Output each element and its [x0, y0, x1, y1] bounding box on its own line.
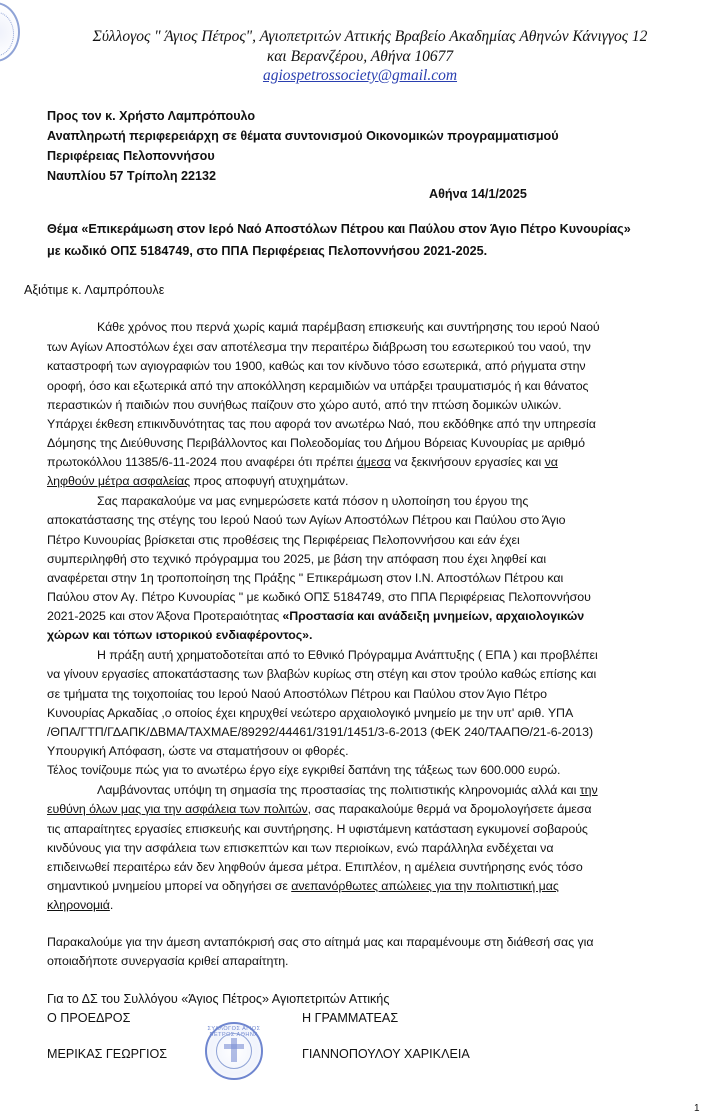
- body-line: [47, 474, 348, 488]
- body-line: σε τμήματα της τοιχοποιίας του Ιερού Ναού Αποστόλων Πέτρου και Παύλου στον Άγιο Πέτρο: [47, 687, 548, 701]
- underlined-text: ληφθούν μέτρα ασφαλείας: [47, 474, 190, 488]
- addressee-address: Ναυπλίου 57 Τρίπολη 22132: [47, 169, 217, 183]
- underlined-text: την: [579, 783, 598, 797]
- body-line: αποκατάστασης της στέγης του Ιερού Ναού των Αγίων Αποστόλων Πέτρου και Παύλου στο Άγιο: [47, 513, 566, 527]
- president-title: Ο ΠΡΟΕΔΡΟΣ: [47, 1011, 131, 1025]
- body-text: προς αποφυγή ατυχημάτων.: [190, 474, 349, 488]
- body-text: να ξεκινήσουν εργασίες και: [391, 455, 545, 469]
- body-line: καταστροφή των αγιογραφιών του 1900, καθώς και τον κίνδυνο τόσο εσωτερικά, από ρήγματα στην: [47, 359, 586, 373]
- body-line: [97, 783, 598, 797]
- addressee-title: Αναπληρωτή περιφερειάρχη σε θέματα συντονισμού Οικονομικών προγραμματισμού: [47, 129, 559, 143]
- addressee-region: Περιφέρειας Πελοποννήσου: [47, 149, 215, 163]
- body-line: [47, 802, 592, 816]
- body-line: συμπεριληφθή στο τεχνικό πρόγραμμα του 2025, με βάση την απόφαση που έχει ληφθεί και: [47, 552, 547, 566]
- body-line: χώρων και τόπων ιστορικού ενδιαφέροντος».: [47, 628, 313, 642]
- underlined-text: άμεσα: [356, 455, 392, 469]
- body-line: τις απαραίτητες εργασίες επισκευής και συντήρησης. Η υφιστάμενη κατάσταση εγκυμονεί σοβαρούς: [47, 822, 588, 836]
- body-line: Κυνουρίας Αρκαδίας ,ο οποίος έχει κηρυχθεί νεώτερο αρχαιολογικό μνημείο με την υπ' αριθ. ΥΠΑ: [47, 706, 574, 720]
- secretary-title: Η ΓΡΑΜΜΑΤΕΑΣ: [302, 1011, 399, 1025]
- body-line: Παρακαλούμε για την άμεση ανταπόκρισή σας στο αίτημά μας και παραμένουμε στη διάθεσή σας για: [47, 935, 594, 949]
- body-line: να γίνουν εργασίες αποκατάστασης των βλαβών κυρίως στη στέγη και στον τρούλο καθώς επίσης και: [47, 667, 597, 681]
- body-line: κινδύνους για την ασφάλεια των επισκεπτών και των περιοίκων, ενώ παράλληλα ενδέχεται να: [47, 841, 554, 855]
- stamp-cross: [231, 1038, 237, 1062]
- body-line: περαστικών ή παιδιών που συνήθως παίζουν στο χώρο αυτό, από την πτώση δομικών υλικών.: [47, 398, 562, 412]
- underlined-text: κληρονομιά: [47, 898, 110, 912]
- president-name: ΜΕΡΙΚΑΣ ΓΕΩΡΓΙΟΣ: [47, 1047, 168, 1061]
- page-number: 1: [694, 1103, 700, 1114]
- body-text: 2021-2025 και στον Άξονα Προτεραιότητας: [47, 609, 283, 623]
- body-text: , σας παρακαλούμε θερμά να δρομολογήσετε άμεσα: [307, 802, 592, 816]
- body-line: Κάθε χρόνος που περνά χωρίς καμιά παρέμβαση επισκευής και συντήρησης του ιερού Ναού: [97, 320, 600, 334]
- body-line: Τέλος τονίζουμε πώς για το ανωτέρω έργο είχε εγκριθεί δαπάνη της τάξεως των 600.000 ευρώ.: [47, 763, 561, 777]
- secretary-name: ΓΙΑΝΝΟΠΟΥΛΟΥ ΧΑΡΙΚΛΕΙΑ: [302, 1047, 470, 1061]
- subject-line-1: Θέμα «Επικεράμωση στον Ιερό Ναό Αποστόλων Πέτρου και Παύλου στον Άγιο Πέτρο Κυνουρίας»: [47, 222, 631, 236]
- body-text: σημαντικού μνημείου μπορεί να οδηγήσει σε: [47, 879, 292, 893]
- body-line: [47, 455, 558, 469]
- body-line: των Αγίων Αποστόλων έχει σαν αποτέλεσμα την περαιτέρω διάβρωση του εσωτερικού του ναού, την: [47, 340, 591, 354]
- body-line: [47, 898, 113, 912]
- body-line: Η πράξη αυτή χρηματοδοτείται από το Εθνικό Πρόγραμμα Ανάπτυξης ( ΕΠΑ ) και προβλέπει: [97, 648, 598, 662]
- body-line: επιδεινωθεί περαιτέρω εάν δεν ληφθούν άμεσα μέτρα. Επιπλέον, η αμέλεια συντήρησης ενός τόσο: [47, 860, 583, 874]
- underlined-text: να: [544, 455, 558, 469]
- body-line: Υπάρχει έκθεση επικινδυνότητας τας που αφορά τον ανωτέρω Ναό, που εκδόθηκε από την υπηρεσία: [47, 417, 596, 431]
- body-line: Δόμησης της Διεύθυνσης Περιβάλλοντος και Πολεοδομίας του Δήμου Βόρειας Κυνουρίας με αριθμό: [47, 436, 585, 450]
- body-line: οποιαδήποτε συνεργασία κριθεί απαραίτητη.: [47, 954, 289, 968]
- stamp-crossbar: [224, 1044, 244, 1049]
- underlined-text: ανεπανόρθωτες απώλειες για την πολιτιστική μας: [291, 879, 559, 893]
- body-line: Παύλου στον Αγ. Πέτρο Κυνουρίας " με κωδικό ΟΠΣ 5184749, στο ΠΠΑ Περιφέρειας Πελοποννήσου: [47, 590, 591, 604]
- body-line: αναφέρεται στην 1η τροποποίηση της Πράξης " Επικεράμωση στον Ι.Ν. Αποστόλων Πέτρου και: [47, 571, 564, 585]
- body-line: [47, 879, 559, 893]
- body-line: Υπουργική Απόφαση, ώστε να σταματήσουν οι φθορές.: [47, 744, 349, 758]
- board-signature-line: Για το ΔΣ του Συλλόγου «Άγιος Πέτρος» Αγιοπετριτών Αττικής: [47, 992, 390, 1006]
- body-text: Λαμβάνοντας υπόψη τη σημασία της προστασίας της πολιτιστικής κληρονομιάς αλλά και: [97, 783, 580, 797]
- body-line: Πέτρο Κυνουρίας βρίσκεται στις προθέσεις της Περιφέρειας Πελοποννήσου και εάν έχει: [47, 533, 520, 547]
- body-line: Σας παρακαλούμε να μας ενημερώσετε κατά πόσον η υλοποίηση του έργου της: [97, 494, 529, 508]
- body-line: [47, 609, 584, 623]
- body-line: οροφή, όσο και εξωτερικά από την αποκόλληση κεραμιδιών να υπάρξει τραυματισμός ή και θάνατος: [47, 379, 589, 393]
- stamp-text: ΣΥΛΛΟΓΟΣ ΑΓΙΟΣ ΠΕΤΡΟΣ ΑΘΗΝΑ: [207, 1026, 261, 1038]
- letter-date: Αθήνα 14/1/2025: [429, 187, 527, 201]
- header-email-link[interactable]: agiospetrossociety@gmail.com: [262, 67, 458, 84]
- header-line-2: και Βερανζέρου, Αθήνα 10677: [266, 48, 454, 65]
- underlined-text: ευθύνη όλων μας για την ασφάλεια των πολιτών: [47, 802, 308, 816]
- body-line: /ΘΠΑ/ΓΤΠ/ΓΔΑΠΚ/ΔΒΜΑ/ΤΑΧΜΑΕ/89292/44461/3191/1451/3-6-2013 (ΦΕΚ 240/ΤΑΑΠΘ/21-6-2013): [47, 725, 594, 739]
- bold-text: «Προστασία και ανάδειξη μνημείων, αρχαιολογικών: [282, 609, 585, 623]
- salutation: Αξιότιμε κ. Λαμπρόπουλε: [24, 283, 165, 297]
- subject-line-2: με κωδικό ΟΠΣ 5184749, στο ΠΠΑ Περιφέρειας Πελοποννήσου 2021-2025.: [47, 244, 488, 258]
- association-stamp-icon: [205, 1022, 263, 1080]
- addressee-name: Προς τον κ. Χρήστο Λαμπρόπουλο: [47, 109, 256, 123]
- body-text: πρωτοκόλλου 11385/6-11-2024 που αναφέρει ότι πρέπει: [47, 455, 357, 469]
- body-text: .: [109, 898, 114, 912]
- header-line-1: Σύλλογος " Άγιος Πέτρος", Αγιοπετριτών Αττικής Βραβείο Ακαδημίας Αθηνών Κάνιγγος 12: [92, 28, 648, 45]
